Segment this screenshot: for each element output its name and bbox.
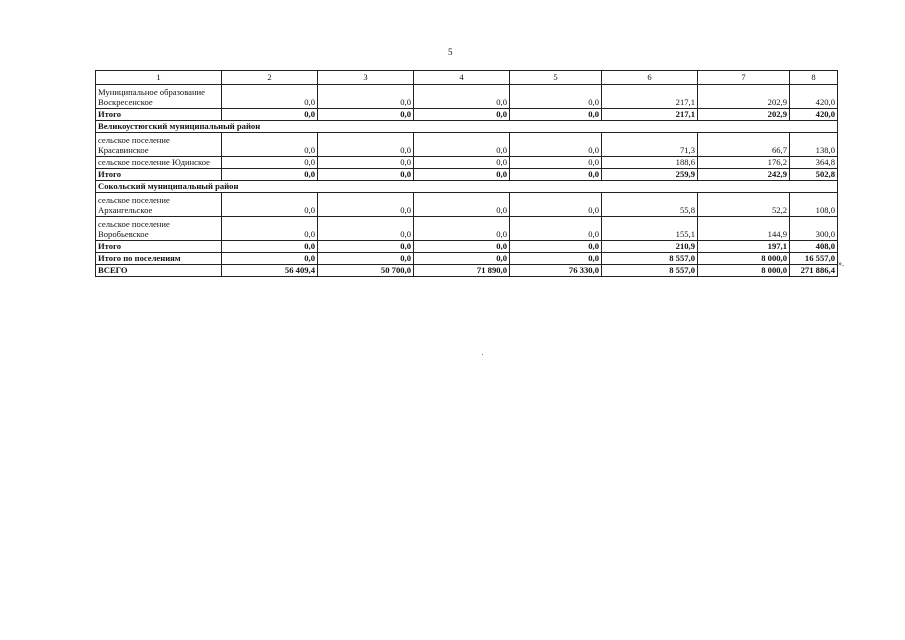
cell-col-8: 16 557,0 — [790, 253, 838, 265]
cell-col-7: 242,9 — [698, 169, 790, 181]
cell-col-3: 0,0 — [318, 169, 414, 181]
cell-col-7: 66,7 — [698, 133, 790, 157]
row-label: сельское поселение Архангельское — [96, 193, 222, 217]
row-label: Итого — [96, 241, 222, 253]
cell-col-8: 502,8 — [790, 169, 838, 181]
cell-col-8: 108,0 — [790, 193, 838, 217]
cell-col-3: 0,0 — [318, 217, 414, 241]
cell-col-7: 197,1 — [698, 241, 790, 253]
table-row — [96, 193, 838, 217]
table-body — [96, 71, 838, 277]
cell-col-4: 0,0 — [414, 85, 510, 109]
cell-col-6: 71,3 — [602, 133, 698, 157]
table-row — [96, 217, 838, 241]
cell-col-2: 56 409,4 — [222, 265, 318, 277]
scan-artifact-dot — [482, 354, 483, 355]
column-header-6: 6 — [602, 71, 698, 85]
row-label: Итого по поселениям — [96, 253, 222, 265]
cell-col-2: 0,0 — [222, 217, 318, 241]
budget-table — [95, 70, 838, 277]
cell-col-6: 259,9 — [602, 169, 698, 181]
cell-col-3: 0,0 — [318, 133, 414, 157]
cell-col-4: 0,0 — [414, 109, 510, 121]
cell-col-2: 0,0 — [222, 85, 318, 109]
table-row — [96, 133, 838, 157]
cell-col-2: 0,0 — [222, 169, 318, 181]
cell-col-4: 0,0 — [414, 217, 510, 241]
cell-col-2: 0,0 — [222, 109, 318, 121]
cell-col-5: 0,0 — [510, 109, 602, 121]
total-row — [96, 265, 838, 277]
cell-col-3: 0,0 — [318, 157, 414, 169]
cell-col-5: 0,0 — [510, 85, 602, 109]
table-header-row — [96, 71, 838, 85]
column-header-4: 4 — [414, 71, 510, 85]
cell-col-4: 0,0 — [414, 157, 510, 169]
district-header-row — [96, 121, 838, 133]
table-row — [96, 157, 838, 169]
cell-col-7: 8 000,0 — [698, 265, 790, 277]
cell-col-3: 0,0 — [318, 85, 414, 109]
cell-col-3: 50 700,0 — [318, 265, 414, 277]
cell-col-3: 0,0 — [318, 109, 414, 121]
cell-col-7: 176,2 — [698, 157, 790, 169]
cell-col-5: 76 330,0 — [510, 265, 602, 277]
cell-col-4: 71 890,0 — [414, 265, 510, 277]
district-name: Великоустюгский муниципальный район — [96, 121, 838, 133]
cell-col-6: 188,6 — [602, 157, 698, 169]
cell-col-4: 0,0 — [414, 241, 510, 253]
cell-col-4: 0,0 — [414, 193, 510, 217]
column-header-3: 3 — [318, 71, 414, 85]
cell-col-4: 0,0 — [414, 253, 510, 265]
cell-col-6: 155,1 — [602, 217, 698, 241]
cell-col-3: 0,0 — [318, 253, 414, 265]
cell-col-6: 217,1 — [602, 85, 698, 109]
total-row — [96, 253, 838, 265]
row-label: сельское поселение Воробьевское — [96, 217, 222, 241]
cell-col-8: 138,0 — [790, 133, 838, 157]
cell-col-6: 210,9 — [602, 241, 698, 253]
cell-col-4: 0,0 — [414, 133, 510, 157]
cell-col-2: 0,0 — [222, 133, 318, 157]
column-header-8: 8 — [790, 71, 838, 85]
column-header-7: 7 — [698, 71, 790, 85]
row-label: сельское поселение Юдинское — [96, 157, 222, 169]
cell-col-6: 217,1 — [602, 109, 698, 121]
cell-col-7: 144,9 — [698, 217, 790, 241]
cell-col-7: 8 000,0 — [698, 253, 790, 265]
cell-col-8: 420,0 — [790, 85, 838, 109]
cell-col-5: 0,0 — [510, 133, 602, 157]
cell-col-8: 300,0 — [790, 217, 838, 241]
total-row — [96, 241, 838, 253]
cell-col-5: 0,0 — [510, 169, 602, 181]
cell-col-5: 0,0 — [510, 253, 602, 265]
column-header-1: 1 — [96, 71, 222, 85]
cell-col-2: 0,0 — [222, 253, 318, 265]
row-label: Муниципальное образование Воскресенское — [96, 85, 222, 109]
cell-col-2: 0,0 — [222, 241, 318, 253]
cell-col-8: 420,0 — [790, 109, 838, 121]
cell-col-5: 0,0 — [510, 157, 602, 169]
page-number: 5 — [448, 47, 453, 57]
cell-col-2: 0,0 — [222, 157, 318, 169]
total-row — [96, 109, 838, 121]
cell-col-3: 0,0 — [318, 193, 414, 217]
cell-col-8: 408,0 — [790, 241, 838, 253]
cell-col-6: 8 557,0 — [602, 253, 698, 265]
row-label: Итого — [96, 169, 222, 181]
cell-col-5: 0,0 — [510, 217, 602, 241]
cell-col-8: 364,8 — [790, 157, 838, 169]
total-row — [96, 169, 838, 181]
row-label: сельское поселение Красавинское — [96, 133, 222, 157]
table-row — [96, 85, 838, 109]
cell-col-6: 8 557,0 — [602, 265, 698, 277]
cell-col-7: 52,2 — [698, 193, 790, 217]
cell-col-4: 0,0 — [414, 169, 510, 181]
row-label: Итого — [96, 109, 222, 121]
budget-table-container — [95, 70, 838, 277]
row-label: ВСЕГО — [96, 265, 222, 277]
cell-col-7: 202,9 — [698, 85, 790, 109]
cell-col-3: 0,0 — [318, 241, 414, 253]
cell-col-5: 0,0 — [510, 241, 602, 253]
column-header-5: 5 — [510, 71, 602, 85]
cell-col-6: 55,8 — [602, 193, 698, 217]
cell-col-8: 271 886,4 — [790, 265, 838, 277]
district-name: Сокольский муниципальный район — [96, 181, 838, 193]
closing-quote: ». — [838, 259, 844, 268]
column-header-2: 2 — [222, 71, 318, 85]
cell-col-5: 0,0 — [510, 193, 602, 217]
district-header-row — [96, 181, 838, 193]
cell-col-2: 0,0 — [222, 193, 318, 217]
cell-col-7: 202,9 — [698, 109, 790, 121]
